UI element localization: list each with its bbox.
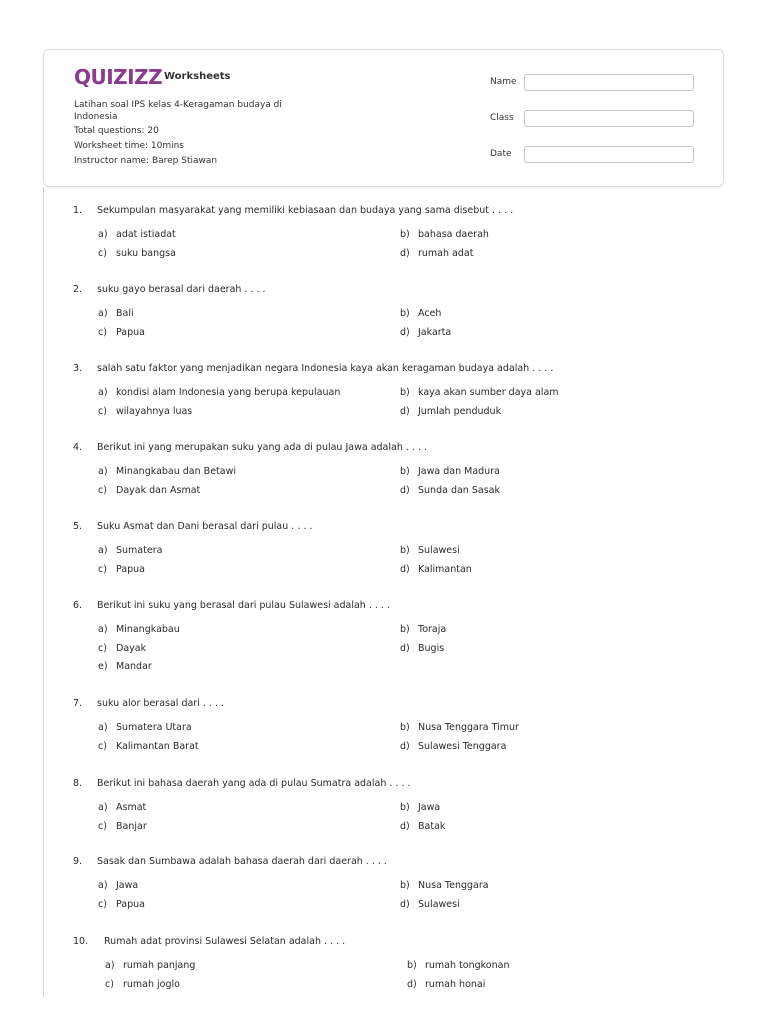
option-text: Kalimantan Barat	[116, 740, 199, 752]
option-text: Papua	[116, 898, 145, 910]
option-text: kaya akan sumber daya alam	[418, 387, 559, 398]
option-letter: c)	[98, 563, 107, 575]
option-text: Bugis	[418, 642, 445, 654]
option-letter: d)	[400, 484, 410, 496]
question-text: Berikut ini bahasa daerah yang ada di pulau Sumatra adalah . . . .	[97, 778, 411, 789]
option-letter: b)	[400, 624, 410, 635]
option-letter: d)	[400, 405, 410, 417]
option-a[interactable]	[98, 624, 180, 635]
option-text: rumah honai	[425, 978, 486, 990]
option-text: Minangkabau	[116, 624, 180, 635]
option-letter: a)	[98, 466, 108, 477]
option-letter: d)	[400, 326, 410, 338]
option-letter: d)	[400, 740, 410, 752]
option-a[interactable]	[98, 722, 192, 733]
question-text: Sekumpulan masyarakat yang memiliki kebiasaan dan budaya yang sama disebut . . . .	[97, 205, 514, 216]
option-text: Minangkabau dan Betawi	[116, 466, 236, 477]
option-text: Nusa Tenggara	[418, 880, 489, 891]
class-label: Class	[490, 113, 514, 123]
option-text: Aceh	[418, 308, 442, 319]
worksheet-time: Worksheet time: 10mins	[74, 141, 184, 151]
question-number: 8.	[73, 778, 83, 789]
option-letter: c)	[98, 642, 107, 654]
option-text: Dayak dan Asmat	[116, 484, 201, 496]
question-text: Rumah adat provinsi Sulawesi Selatan adalah . . . .	[104, 936, 346, 947]
option-b[interactable]	[400, 802, 440, 813]
option-letter: a)	[98, 722, 108, 733]
option-a[interactable]	[105, 960, 195, 971]
option-b[interactable]	[400, 624, 446, 635]
option-text: kondisi alam Indonesia yang berupa kepulauan	[116, 387, 341, 398]
question-number: 5.	[73, 521, 83, 532]
option-text: wilayahnya luas	[116, 405, 193, 417]
option-c[interactable]	[98, 406, 192, 417]
option-letter: a)	[98, 387, 108, 398]
option-text: Sunda dan Sasak	[418, 484, 500, 496]
option-d[interactable]	[400, 485, 500, 496]
option-letter: c)	[98, 820, 107, 832]
date-field[interactable]	[524, 146, 694, 163]
question-number: 3.	[73, 363, 83, 374]
option-d[interactable]	[400, 564, 472, 575]
option-text: Papua	[116, 326, 145, 338]
question-text: suku gayo berasal dari daerah . . . .	[97, 284, 266, 295]
question-text: salah satu faktor yang menjadikan negara Indonesia kaya akan keragaman budaya adalah . . . .	[97, 363, 554, 374]
worksheet-title: Latihan soal IPS kelas 4-Keragaman budaya di Indonesia	[74, 100, 282, 122]
question-text: suku alor berasal dari . . . .	[97, 698, 225, 709]
option-c[interactable]	[98, 485, 200, 496]
option-letter: b)	[400, 545, 410, 556]
option-letter: a)	[98, 545, 108, 556]
option-letter: d)	[400, 247, 410, 259]
option-c[interactable]	[98, 327, 145, 338]
question-number: 9.	[73, 856, 83, 867]
page-margin-line	[43, 187, 44, 997]
option-text: Batak	[418, 820, 446, 832]
option-text: Jumlah penduduk	[418, 405, 502, 417]
option-text: adat istiadat	[116, 229, 176, 240]
option-letter: b)	[400, 387, 410, 398]
option-letter: b)	[400, 229, 410, 240]
option-c[interactable]	[98, 899, 145, 910]
option-a[interactable]	[98, 466, 236, 477]
option-text: rumah tongkonan	[425, 960, 510, 971]
option-text: Asmat	[116, 802, 147, 813]
option-text: Sulawesi	[418, 898, 460, 910]
class-field[interactable]	[524, 110, 694, 127]
option-text: Mandar	[116, 661, 152, 672]
option-letter: b)	[400, 880, 410, 891]
question-text: Berikut ini suku yang berasal dari pulau Sulawesi adalah . . . .	[97, 600, 390, 611]
option-letter: d)	[407, 978, 417, 990]
option-d[interactable]	[400, 643, 444, 654]
option-text: Sulawesi	[418, 545, 460, 556]
option-d[interactable]	[407, 979, 485, 990]
date-label: Date	[490, 149, 512, 159]
name-label: Name	[490, 77, 517, 87]
option-text: bahasa daerah	[418, 229, 489, 240]
option-text: Banjar	[116, 820, 147, 832]
option-d[interactable]	[400, 821, 445, 832]
question-text: Berikut ini yang merupakan suku yang ada di pulau Jawa adalah . . . .	[97, 442, 428, 453]
option-letter: c)	[98, 247, 107, 259]
option-e[interactable]	[98, 661, 152, 672]
option-letter: e)	[98, 661, 108, 672]
option-text: Dayak	[116, 642, 147, 654]
question-number: 6.	[73, 600, 83, 611]
option-d[interactable]	[400, 248, 473, 259]
option-letter: a)	[98, 624, 108, 635]
option-c[interactable]	[98, 741, 199, 752]
option-b[interactable]	[400, 722, 519, 733]
question-text: Suku Asmat dan Dani berasal dari pulau . . . .	[97, 521, 313, 532]
option-text: Jawa	[418, 802, 441, 813]
option-d[interactable]	[400, 327, 451, 338]
option-letter: a)	[98, 308, 108, 319]
question-number: 10.	[73, 936, 89, 947]
option-c[interactable]	[105, 979, 180, 990]
option-letter: a)	[98, 880, 108, 891]
option-letter: d)	[400, 898, 410, 910]
option-text: Kalimantan	[418, 563, 472, 575]
option-d[interactable]	[400, 406, 501, 417]
option-text: Sumatera Utara	[116, 722, 192, 733]
option-letter: a)	[105, 960, 115, 971]
option-text: Sulawesi Tenggara	[418, 740, 507, 752]
question-number: 1.	[73, 205, 83, 216]
worksheet-header	[43, 49, 724, 187]
question-text: Sasak dan Sumbawa adalah bahasa daerah dari daerah . . . .	[97, 856, 387, 867]
option-b[interactable]	[400, 229, 489, 240]
option-a[interactable]	[98, 802, 146, 813]
option-d[interactable]	[400, 899, 460, 910]
option-text: rumah adat	[418, 247, 474, 259]
option-b[interactable]	[400, 466, 500, 477]
option-a[interactable]	[98, 880, 138, 891]
option-letter: c)	[98, 484, 107, 496]
option-text: Bali	[116, 308, 134, 319]
option-text: Papua	[116, 563, 145, 575]
option-letter: d)	[400, 642, 410, 654]
option-text: Toraja	[418, 624, 447, 635]
option-text: Jawa	[116, 880, 139, 891]
option-a[interactable]	[98, 387, 340, 398]
option-letter: c)	[98, 898, 107, 910]
option-text: rumah panjang	[123, 960, 196, 971]
option-b[interactable]	[400, 308, 441, 319]
option-letter: b)	[400, 466, 410, 477]
option-letter: c)	[98, 740, 107, 752]
option-a[interactable]	[98, 545, 162, 556]
option-a[interactable]	[98, 229, 176, 240]
total-questions: Total questions: 20	[74, 126, 159, 136]
option-text: rumah joglo	[123, 978, 180, 990]
option-b[interactable]	[400, 545, 460, 556]
option-a[interactable]	[98, 308, 134, 319]
worksheets-label: Worksheets	[164, 71, 231, 82]
option-letter: c)	[105, 978, 114, 990]
option-letter: c)	[98, 405, 107, 417]
option-b[interactable]	[400, 880, 489, 891]
name-field[interactable]	[524, 74, 694, 91]
option-c[interactable]	[98, 248, 176, 259]
question-number: 2.	[73, 284, 83, 295]
option-text: Nusa Tenggara Timur	[418, 722, 519, 733]
option-text: suku bangsa	[116, 247, 176, 259]
option-letter: b)	[400, 308, 410, 319]
option-d[interactable]	[400, 741, 506, 752]
option-letter: a)	[98, 802, 108, 813]
option-c[interactable]	[98, 643, 146, 654]
instructor-name: Instructor name: Barep Stiawan	[74, 156, 218, 166]
option-letter: a)	[98, 229, 108, 240]
option-text: Jawa dan Madura	[418, 466, 500, 477]
option-text: Jakarta	[418, 326, 452, 338]
option-c[interactable]	[98, 564, 145, 575]
option-letter: b)	[400, 802, 410, 813]
option-text: Sumatera	[116, 545, 163, 556]
option-letter: d)	[400, 563, 410, 575]
option-c[interactable]	[98, 821, 147, 832]
quizizz-logo: QUIZIZZ	[74, 65, 163, 89]
question-number: 7.	[73, 698, 83, 709]
option-b[interactable]	[407, 960, 509, 971]
question-number: 4.	[73, 442, 83, 453]
option-letter: b)	[400, 722, 410, 733]
option-letter: b)	[407, 960, 417, 971]
option-letter: d)	[400, 820, 410, 832]
option-letter: c)	[98, 326, 107, 338]
option-b[interactable]	[400, 387, 559, 398]
